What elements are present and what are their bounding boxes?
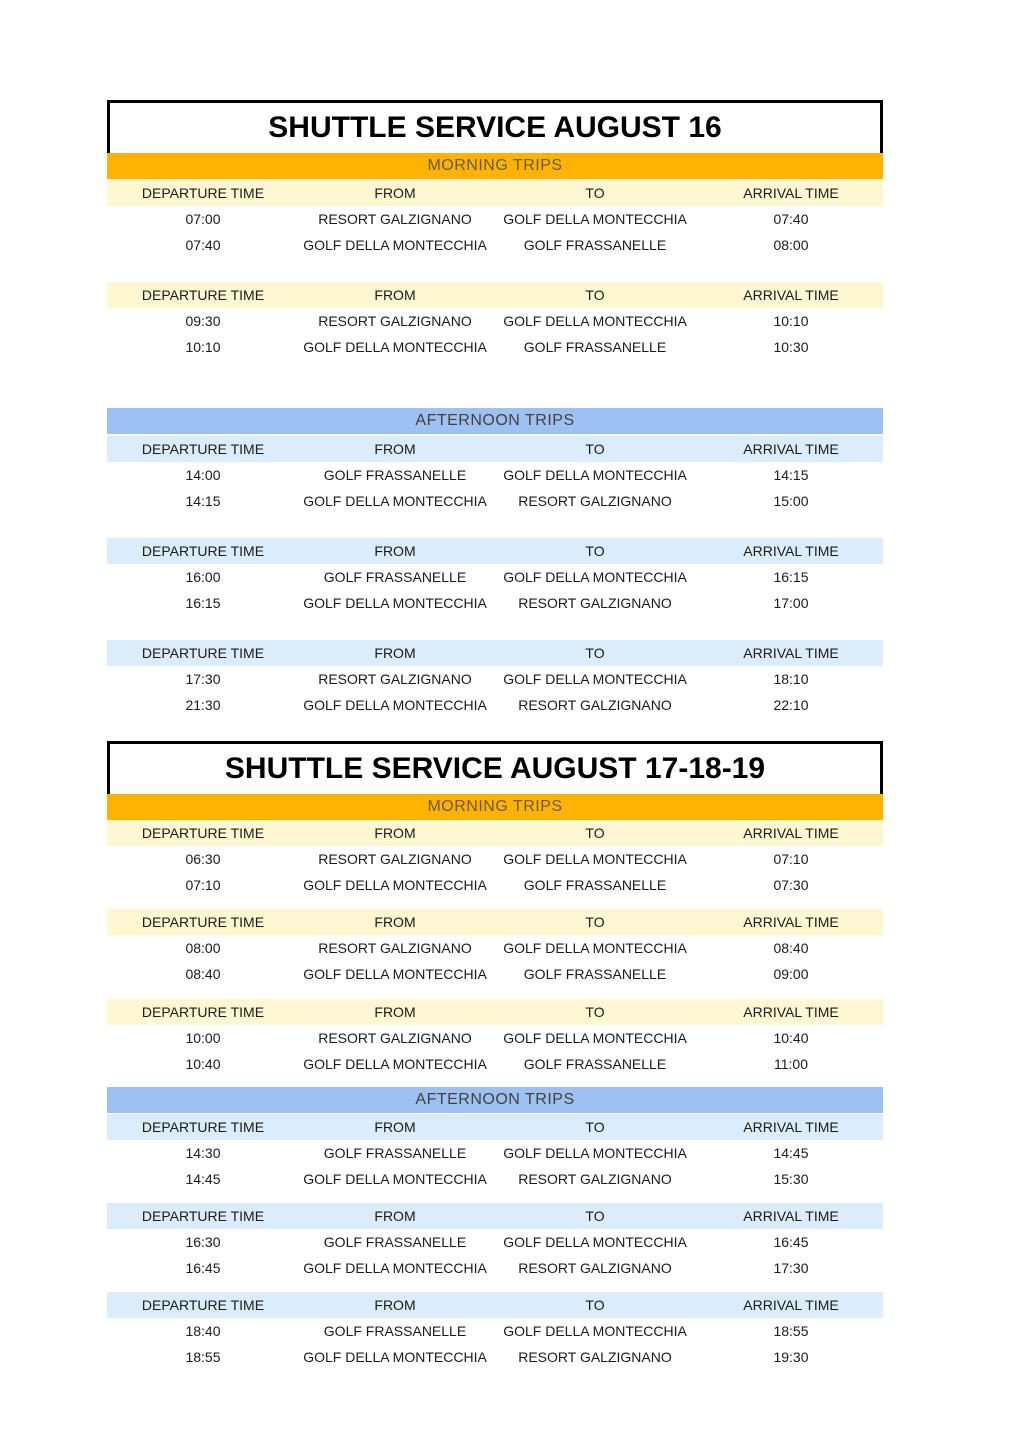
morning-trips-banner: MORNING TRIPS [107,794,883,820]
arrival-header: ARRIVAL TIME [743,287,839,303]
afternoon-trips-banner: AFTERNOON TRIPS [107,1087,883,1113]
morning-trips-banner: MORNING TRIPS [107,153,883,179]
from-location: GOLF DELLA MONTECCHIA [303,493,487,509]
from-header: FROM [374,1297,416,1313]
from-header: FROM [374,287,416,303]
to-header: TO [585,1208,605,1224]
to-location: GOLF DELLA MONTECCHIA [503,940,687,956]
to-header: TO [585,1297,605,1313]
from-location: RESORT GALZIGNANO [318,1030,472,1046]
to-location: RESORT GALZIGNANO [518,697,672,713]
departure-time: 10:00 [185,1030,221,1046]
arrival-header: ARRIVAL TIME [743,1208,839,1224]
from-location: GOLF DELLA MONTECCHIA [303,595,487,611]
departure-time: 07:40 [185,237,221,253]
departure-header: DEPARTURE TIME [141,914,265,930]
to-header: TO [585,1004,605,1020]
table-row [107,462,883,488]
table-header [107,640,883,666]
to-header: TO [585,287,605,303]
table-row [107,206,883,232]
to-location: GOLF DELLA MONTECCHIA [503,569,687,585]
from-header: FROM [374,1119,416,1135]
arrival-header: ARRIVAL TIME [743,1297,839,1313]
from-location: RESORT GALZIGNANO [318,671,472,687]
arrival-time: 09:00 [773,966,809,982]
from-header: FROM [374,1208,416,1224]
arrival-time: 16:15 [773,569,809,585]
arrival-time: 07:10 [773,851,809,867]
arrival-time: 18:55 [773,1323,809,1339]
to-location: GOLF DELLA MONTECCHIA [503,1234,687,1250]
arrival-time: 08:00 [773,237,809,253]
arrival-header: ARRIVAL TIME [743,914,839,930]
to-location: GOLF FRASSANELLE [523,877,667,893]
from-location: GOLF DELLA MONTECCHIA [303,1056,487,1072]
from-location: GOLF FRASSANELLE [323,569,467,585]
departure-time: 08:40 [185,966,221,982]
to-location: GOLF DELLA MONTECCHIA [503,211,687,227]
trip-group [107,999,883,1077]
from-location: RESORT GALZIGNANO [318,940,472,956]
from-location: GOLF DELLA MONTECCHIA [303,1260,487,1276]
arrival-time: 15:30 [773,1171,809,1187]
trip-group [107,1114,883,1192]
from-location: GOLF FRASSANELLE [323,467,467,483]
departure-header: DEPARTURE TIME [141,1004,265,1020]
from-location: GOLF FRASSANELLE [323,1145,467,1161]
arrival-time: 19:30 [773,1349,809,1365]
arrival-header: ARRIVAL TIME [743,825,839,841]
departure-time: 10:10 [185,339,221,355]
to-location: GOLF FRASSANELLE [523,237,667,253]
to-location: GOLF DELLA MONTECCHIA [503,1323,687,1339]
table-row [107,935,883,961]
table-header [107,1292,883,1318]
arrival-time: 11:00 [774,1056,808,1072]
table-row [107,1229,883,1255]
arrival-header: ARRIVAL TIME [743,441,839,457]
table-row [107,961,883,987]
table-header [107,820,883,846]
to-location: RESORT GALZIGNANO [518,1260,672,1276]
to-location: GOLF DELLA MONTECCHIA [503,1145,687,1161]
table-row [107,1344,883,1370]
departure-time: 14:45 [185,1171,221,1187]
table-header [107,1203,883,1229]
to-location: GOLF DELLA MONTECCHIA [503,1030,687,1046]
trip-group [107,538,883,616]
arrival-time: 15:00 [773,493,809,509]
trip-group [107,1203,883,1281]
from-header: FROM [374,543,416,559]
departure-time: 08:00 [185,940,221,956]
from-location: GOLF DELLA MONTECCHIA [303,1171,487,1187]
page-title: SHUTTLE SERVICE AUGUST 16 [107,100,883,156]
table-header [107,180,883,206]
departure-time: 18:55 [185,1349,221,1365]
arrival-time: 17:30 [773,1260,809,1276]
from-header: FROM [374,185,416,201]
table-row [107,308,883,334]
table-row [107,1166,883,1192]
arrival-header: ARRIVAL TIME [743,1004,839,1020]
arrival-time: 18:10 [773,671,809,687]
table-row [107,232,883,258]
arrival-header: ARRIVAL TIME [743,543,839,559]
table-row [107,1255,883,1281]
to-location: RESORT GALZIGNANO [518,493,672,509]
from-location: RESORT GALZIGNANO [318,313,472,329]
departure-time: 07:10 [185,877,221,893]
arrival-header: ARRIVAL TIME [743,185,839,201]
from-location: GOLF FRASSANELLE [323,1234,467,1250]
arrival-header: ARRIVAL TIME [743,1119,839,1135]
to-header: TO [585,825,605,841]
trip-group [107,909,883,987]
afternoon-trips-banner: AFTERNOON TRIPS [107,408,883,434]
from-header: FROM [374,914,416,930]
departure-header: DEPARTURE TIME [141,825,265,841]
departure-header: DEPARTURE TIME [141,1208,265,1224]
table-row [107,334,883,360]
arrival-time: 10:30 [773,339,809,355]
arrival-time: 14:15 [773,467,809,483]
to-header: TO [585,543,605,559]
departure-header: DEPARTURE TIME [141,645,265,661]
table-row [107,692,883,718]
departure-time: 14:00 [185,467,221,483]
departure-time: 16:30 [185,1234,221,1250]
table-row [107,666,883,692]
departure-time: 09:30 [185,313,221,329]
departure-time: 06:30 [185,851,221,867]
trip-group [107,180,883,258]
departure-time: 16:00 [185,569,221,585]
trip-group [107,436,883,514]
to-location: GOLF DELLA MONTECCHIA [503,851,687,867]
to-header: TO [585,1119,605,1135]
table-header [107,909,883,935]
table-row [107,1318,883,1344]
table-header [107,999,883,1025]
to-location: GOLF FRASSANELLE [523,966,667,982]
trip-group [107,1292,883,1370]
title-box-august-16 [107,100,883,156]
arrival-time: 10:40 [773,1030,809,1046]
arrival-time: 07:30 [773,877,809,893]
table-row [107,590,883,616]
departure-time: 17:30 [185,671,221,687]
departure-time: 07:00 [185,211,221,227]
to-header: TO [585,645,605,661]
trip-group [107,640,883,718]
from-location: GOLF DELLA MONTECCHIA [303,697,487,713]
table-header [107,436,883,462]
from-location: RESORT GALZIGNANO [318,851,472,867]
from-location: GOLF DELLA MONTECCHIA [303,237,487,253]
to-location: RESORT GALZIGNANO [518,1171,672,1187]
arrival-time: 22:10 [773,697,809,713]
arrival-time: 07:40 [773,211,809,227]
arrival-time: 14:45 [773,1145,809,1161]
departure-header: DEPARTURE TIME [141,1119,265,1135]
table-header [107,282,883,308]
to-header: TO [585,441,605,457]
departure-time: 14:30 [185,1145,221,1161]
trip-group [107,282,883,360]
to-location: GOLF DELLA MONTECCHIA [503,467,687,483]
table-row [107,872,883,898]
table-row [107,488,883,514]
table-row [107,1051,883,1077]
to-header: TO [585,185,605,201]
from-location: GOLF DELLA MONTECCHIA [303,1349,487,1365]
section-title: SHUTTLE SERVICE AUGUST 17-18-19 [107,741,883,797]
to-location: GOLF DELLA MONTECCHIA [503,313,687,329]
from-location: RESORT GALZIGNANO [318,211,472,227]
from-header: FROM [374,441,416,457]
departure-header: DEPARTURE TIME [141,441,265,457]
arrival-time: 10:10 [773,313,809,329]
to-header: TO [585,914,605,930]
departure-time: 18:40 [185,1323,221,1339]
arrival-time: 08:40 [773,940,809,956]
to-location: GOLF FRASSANELLE [523,1056,667,1072]
arrival-header: ARRIVAL TIME [743,645,839,661]
departure-header: DEPARTURE TIME [141,185,265,201]
from-header: FROM [374,1004,416,1020]
departure-header: DEPARTURE TIME [141,287,265,303]
departure-header: DEPARTURE TIME [141,1297,265,1313]
departure-time: 16:15 [185,595,221,611]
table-row [107,1025,883,1051]
table-header [107,1114,883,1140]
from-location: GOLF DELLA MONTECCHIA [303,966,487,982]
from-location: GOLF DELLA MONTECCHIA [303,877,487,893]
from-location: GOLF DELLA MONTECCHIA [303,339,487,355]
arrival-time: 17:00 [773,595,809,611]
departure-time: 14:15 [185,493,221,509]
table-row [107,1140,883,1166]
to-location: GOLF DELLA MONTECCHIA [503,671,687,687]
to-location: RESORT GALZIGNANO [518,595,672,611]
from-header: FROM [374,825,416,841]
departure-time: 16:45 [185,1260,221,1276]
arrival-time: 16:45 [773,1234,809,1250]
title-box-august-17-18-19 [107,741,883,797]
departure-header: DEPARTURE TIME [141,543,265,559]
from-header: FROM [374,645,416,661]
to-location: GOLF FRASSANELLE [523,339,667,355]
table-row [107,846,883,872]
from-location: GOLF FRASSANELLE [323,1323,467,1339]
trip-group [107,820,883,898]
table-header [107,538,883,564]
departure-time: 10:40 [185,1056,221,1072]
table-row [107,564,883,590]
to-location: RESORT GALZIGNANO [518,1349,672,1365]
departure-time: 21:30 [185,697,221,713]
